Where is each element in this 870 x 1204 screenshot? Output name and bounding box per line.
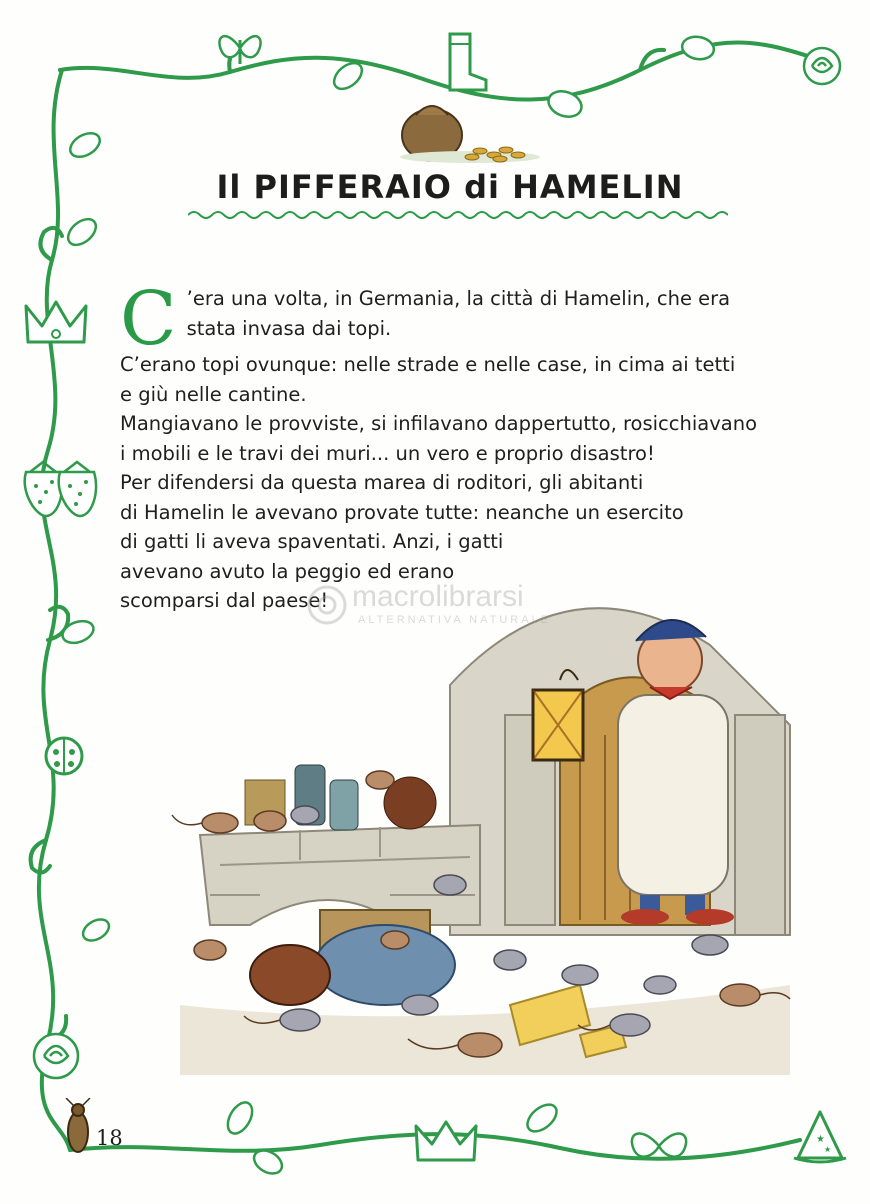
text-line: stata invasa dai topi.: [186, 316, 392, 340]
text-line: C’erano topi ovunque: nelle strade e nelle case, in cima ai tetti: [120, 353, 736, 376]
text-line: Per difendersi da questa marea di roditori, gli abitanti: [120, 471, 644, 494]
page-number: 18: [96, 1126, 123, 1150]
ladybug-icon: [38, 728, 90, 780]
strawberry-icon: [16, 458, 102, 522]
boot-icon: [440, 30, 490, 94]
wizard-hat-icon: [790, 1108, 850, 1168]
text-line: di Hamelin le avevano provate tutte: neanche un esercito: [120, 500, 684, 524]
watermark-tagline: ALTERNATIVA NATURALE: [358, 614, 552, 626]
drop-cap: C: [120, 276, 177, 362]
text-line: e giù nelle cantine.: [120, 382, 307, 406]
svg-text:★: ★: [816, 1134, 825, 1145]
rose-icon: [22, 1022, 92, 1088]
crown-icon: [22, 296, 90, 350]
watermark-brand: macrolibrarsi: [352, 580, 524, 613]
page-title: Il PIFFERAIO di HAMELIN: [216, 168, 684, 206]
butterfly-icon: [212, 18, 268, 74]
coin-sack-icon: [380, 95, 540, 170]
text-line: scomparsi dal paese!: [120, 589, 329, 612]
text-line: Mangiavano le provviste, si infilavano dappertutto, rosicchiavano: [120, 412, 758, 435]
butterfly-icon: [622, 1120, 696, 1168]
text-line: ’era una volta, in Germania, la città di Hamelin, che era: [186, 287, 731, 310]
story-illustration: [150, 565, 800, 1075]
text-line: avevano avuto la peggio ed erano: [120, 559, 455, 583]
crown-icon: [412, 1118, 480, 1166]
title-wavy-rule: [188, 208, 728, 222]
cricket-icon: [60, 1098, 96, 1160]
text-line: i mobili e le travi dei muri... un vero e proprio disastro!: [120, 441, 655, 465]
text-line: di gatti li aveva spaventati. Anzi, i gatti: [120, 530, 504, 553]
svg-text:★: ★: [824, 1145, 832, 1154]
rose-icon: [792, 38, 852, 98]
